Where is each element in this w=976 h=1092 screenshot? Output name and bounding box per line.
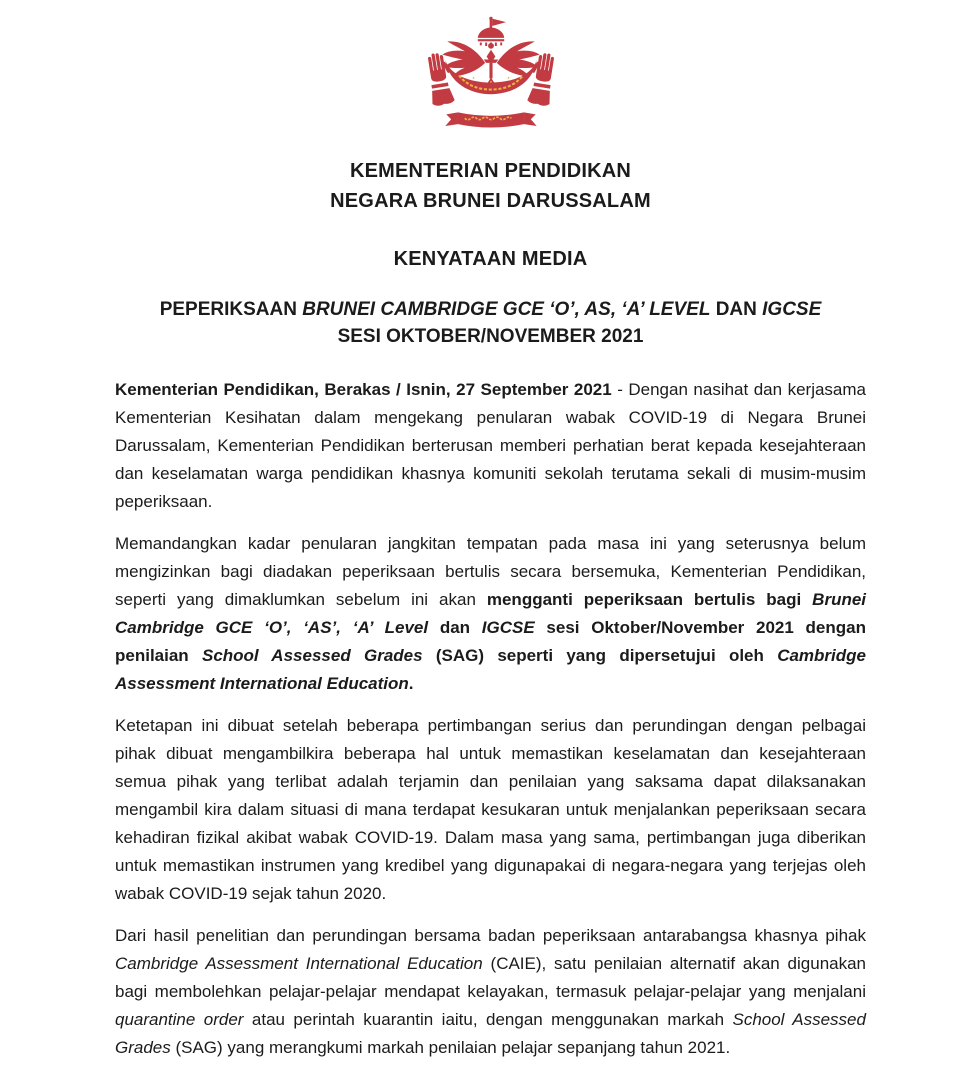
paragraph-replacement-announcement: Memandangkan kadar penularan jangkitan tempatan pada masa ini yang seterusnya belum mengizinkan bagi diadakan peperiksaan bertulis secara bersemuka, Kementerian Pendidikan, seperti yang dimaklumkan sebelum ini akan mengganti peperiksaan bertulis bagi Brunei Cambridge GCE ‘O’, ‘AS’, ‘A’ Level dan IGCSE sesi Oktober/November 2021 dengan penilaian School Assessed Grades (SAG) seperti yang dipersetujui oleh Cambridge Assessment International Education. bbox=[115, 534, 867, 693]
media-statement-heading: KENYATAAN MEDIA bbox=[393, 248, 588, 270]
press-release-title bbox=[115, 296, 866, 350]
flag-icon bbox=[489, 17, 506, 29]
right-hand-icon bbox=[526, 51, 557, 106]
left-hand-icon bbox=[424, 51, 455, 106]
title-line-1: PEPERIKSAAN BRUNEI CAMBRIDGE GCE ‘O’, AS, ‘A’ LEVEL DAN IGCSE bbox=[159, 299, 822, 320]
crest-container bbox=[115, 16, 866, 140]
paragraph-alternative-assessment: Dari hasil penelitian dan perundingan bersama badan peperiksaan antarabangsa khasnya pihak Cambridge Assessment International Education (CAIE), satu penilaian alternatif akan digunakan bagi membolehkan pelajar-pelajar mendapat kelayakan, termasuk pelajar-pelajar yang menjalani quarantine order atau perintah kuarantin iaitu, dengan menggunakan markah School Assessed Grades (SAG) yang merangkumi markah penilaian pelajar sepanjang tahun 2021. bbox=[115, 926, 867, 1057]
ministry-name: KEMENTERIAN PENDIDIKAN bbox=[349, 160, 632, 182]
country-name: NEGARA BRUNEI DARUSSALAM bbox=[330, 190, 651, 212]
paragraph-considerations: Ketetapan ini dibuat setelah beberapa pertimbangan serius dan perundingan dengan pelbagai pihak dibuat mengambilkira beberapa hal untuk memastikan keselamatan dan kesejahteraan semua pihak yang terlibat adalah terjamin dan penilaian yang saksama dapat dilaksanakan mengambil kira dalam situasi di mana terdapat kesukaran untuk menjalankan peperiksaan secara kehadiran fizikal akibat wabak COVID-19. Dalam masa yang sama, pertimbangan juga diberikan untuk memastikan instrumen yang kredibel yang digunapakai di negara-negara yang terjejas oleh wabak COVID-19 sejak tahun 2020. bbox=[115, 716, 866, 903]
document-body bbox=[115, 376, 866, 1062]
brunei-crest-icon bbox=[423, 16, 559, 135]
paragraph-dateline: Kementerian Pendidikan, Berakas / Isnin, 27 September 2021 - Dengan nasihat dan kerjasama Kementerian Kesihatan dalam mengekang penularan wabak COVID-19 di Negara Brunei Darussalam, Kementerian Pendidikan berterusan memberi perhatian berat kepada kesejahteraan dan keselamatan warga pendidikan khasnya komuniti sekolah terutama sekali di musim-musim peperiksaan. bbox=[115, 380, 866, 511]
title-line-2: SESI OKTOBER/NOVEMBER 2021 bbox=[337, 326, 644, 347]
